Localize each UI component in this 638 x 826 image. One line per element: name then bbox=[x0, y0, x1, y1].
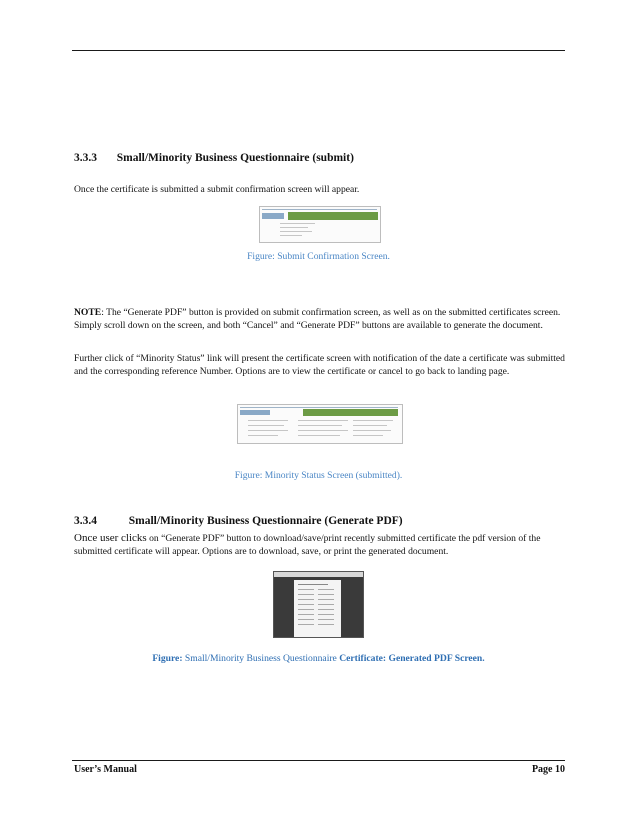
caption-tail: Certificate: Generated PDF Screen. bbox=[339, 653, 485, 664]
footer-left: User’s Manual bbox=[74, 764, 137, 775]
caption-lead: Figure: bbox=[152, 653, 183, 664]
section-number: 3.3.3 bbox=[74, 152, 97, 164]
section-333-intro: Once the certificate is submitted a submit confirmation screen will appear. bbox=[74, 184, 360, 195]
note-paragraph bbox=[74, 306, 568, 332]
further-paragraph: Further click of “Minority Status” link will present the certificate screen with notification of the date a certificate was submitted and the corresponding reference Number. Options are to view the certificate or cancel to go back to landing page. bbox=[74, 353, 565, 377]
section-heading-334 bbox=[74, 515, 403, 527]
minority-status-screenshot bbox=[237, 404, 403, 444]
footer-rule bbox=[72, 760, 565, 761]
header-rule bbox=[72, 50, 565, 51]
section-334-text-lead: Once user clicks bbox=[74, 532, 147, 544]
section-title: Small/Minority Business Questionnaire (submit) bbox=[116, 152, 354, 164]
note-label: NOTE bbox=[74, 307, 102, 318]
section-number: 3.3.4 bbox=[74, 515, 97, 527]
generated-pdf-screenshot bbox=[273, 571, 364, 638]
caption-mid: Small/Minority Business Questionnaire bbox=[182, 653, 340, 664]
section-334-text-rest: on “Generate PDF” button to download/save/print recently submitted certificate the pdf version of the submitted certificate will appear. Options are to download, save, or print the generated document. bbox=[74, 533, 541, 557]
note-text: : The “Generate PDF” button is provided on submit confirmation screen, as well as on the submitted certificates screen. Simply scroll down on the screen, and both “Cancel” and “Generate PDF” buttons are available to generate the document. bbox=[74, 307, 561, 331]
figure-caption-generated-pdf bbox=[72, 653, 565, 664]
section-title: Small/Minority Business Questionnaire (Generate PDF) bbox=[128, 515, 403, 527]
section-334-text bbox=[74, 532, 568, 558]
figure-caption-minority-status: Figure: Minority Status Screen (submitted). bbox=[234, 470, 403, 481]
footer-page-number: Page 10 bbox=[531, 764, 565, 775]
submit-confirmation-screenshot bbox=[259, 206, 381, 243]
section-heading-333 bbox=[74, 152, 354, 164]
figure-caption-submit: Figure: Submit Confirmation Screen. bbox=[247, 251, 390, 262]
